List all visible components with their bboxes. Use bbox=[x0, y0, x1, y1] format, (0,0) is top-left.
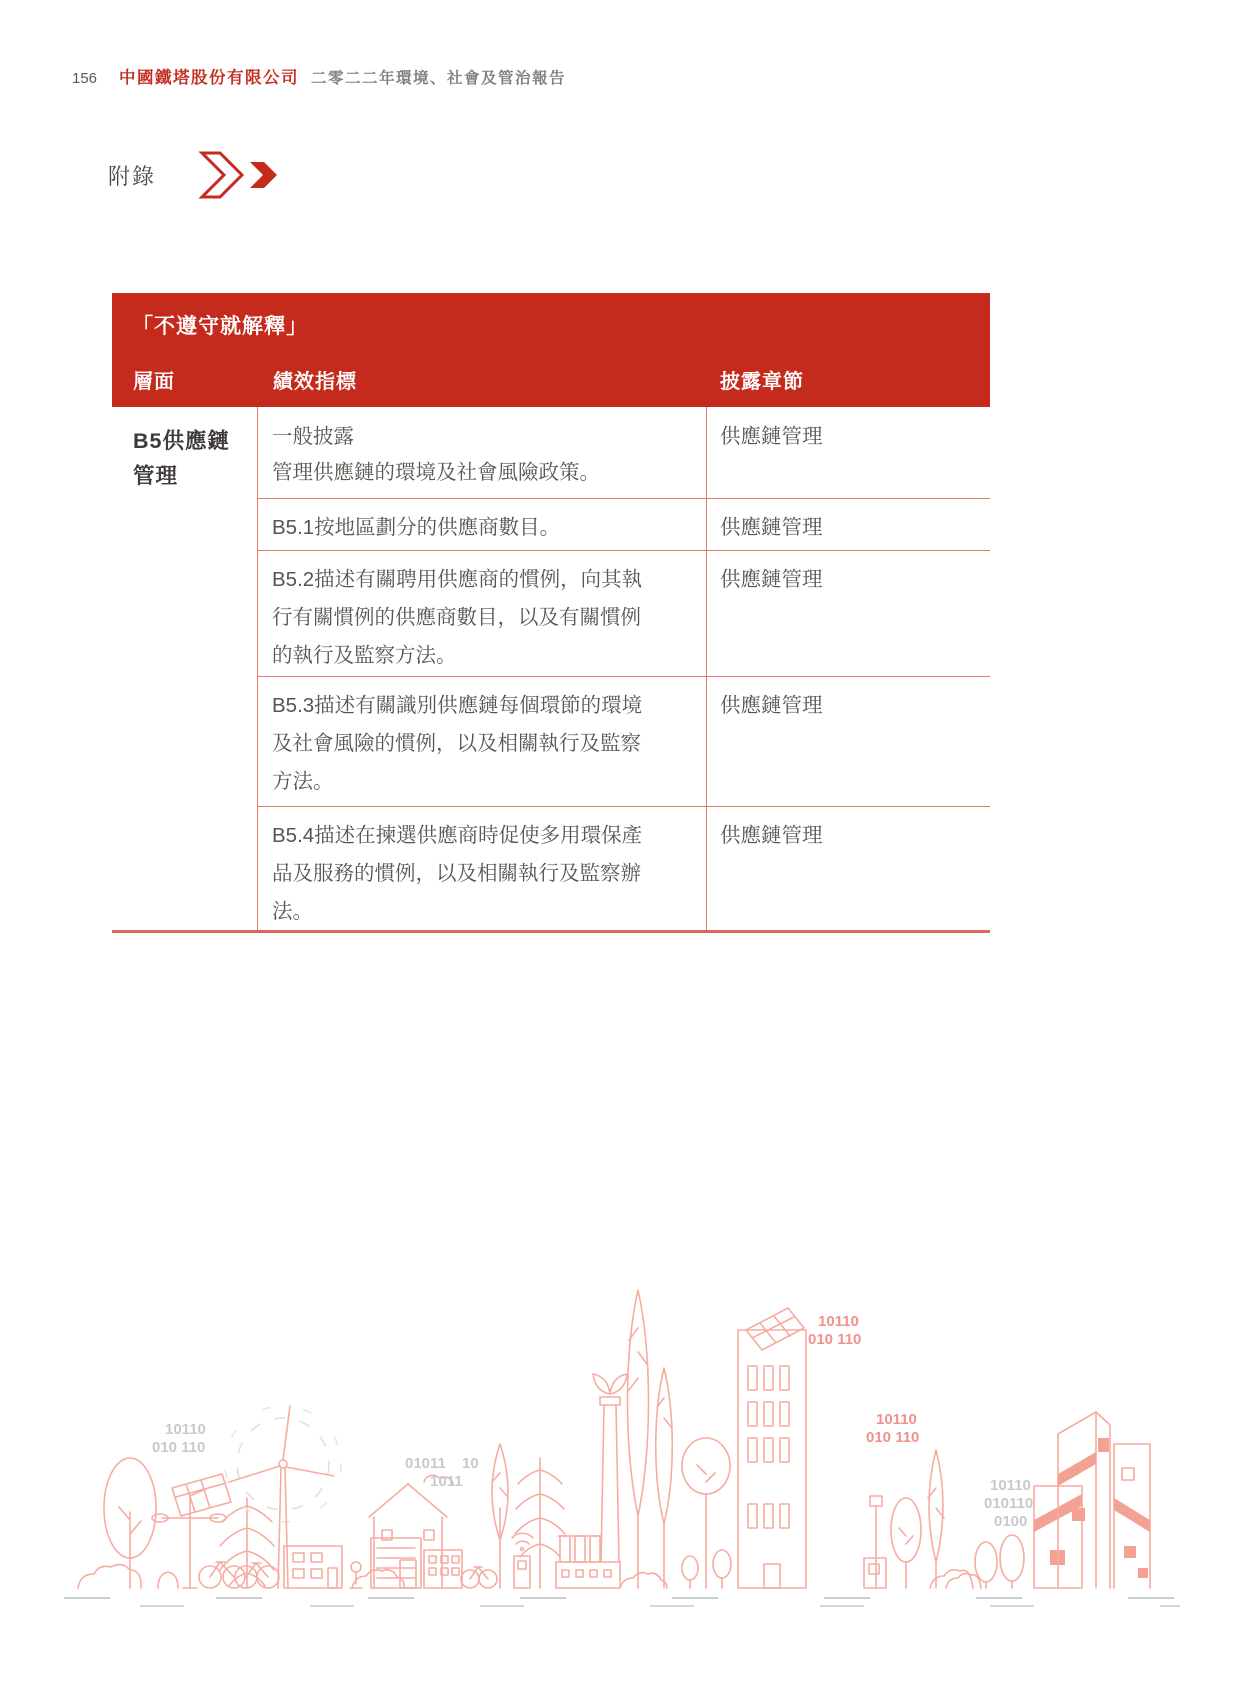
building-icon bbox=[424, 1550, 497, 1588]
kpi-cell: B5.2描述有關聘用供應商的慣例，向其執行有關慣例的供應商數目，以及有關慣例的執行及監察方法。 bbox=[258, 550, 707, 676]
svg-text:10110: 10110 bbox=[990, 1477, 1031, 1494]
kpi-text: 管理供應鏈的環境及社會風險政策。 bbox=[272, 461, 600, 484]
person-icon bbox=[350, 1562, 362, 1588]
svg-text:0100: 0100 bbox=[994, 1513, 1028, 1530]
report-title: 二零二二年環境、社會及管治報告 bbox=[311, 70, 567, 87]
svg-text:1011: 1011 bbox=[430, 1473, 463, 1490]
building-icon bbox=[284, 1546, 342, 1588]
table-title: 「不遵守就解釋」 bbox=[132, 315, 308, 338]
svg-text:010110: 010110 bbox=[984, 1495, 1034, 1512]
kpi-cell: B5.1按地區劃分的供應商數目。 bbox=[258, 498, 707, 550]
cityscape-illustration bbox=[0, 1268, 1240, 1600]
column-header-row bbox=[112, 365, 990, 394]
solar-roof-tower-icon bbox=[738, 1308, 806, 1588]
svg-text:01011: 01011 bbox=[405, 1455, 446, 1472]
table-header-band bbox=[112, 293, 990, 407]
kpi-general-title: 一般披露 bbox=[272, 425, 354, 448]
company-name: 中國鐵塔股份有限公司 bbox=[119, 69, 300, 87]
wind-turbine-icon bbox=[225, 1406, 341, 1588]
dashed-ground-line bbox=[140, 1605, 1180, 1607]
svg-text:10110: 10110 bbox=[818, 1313, 859, 1330]
svg-text:10110: 10110 bbox=[876, 1411, 917, 1428]
column-header-kpi: 績效指標 bbox=[273, 371, 357, 393]
ev-charger-icon bbox=[864, 1496, 886, 1588]
factory-icon bbox=[556, 1374, 627, 1588]
disclosure-cell: 供應鏈管理 bbox=[707, 676, 990, 806]
section-header bbox=[108, 150, 290, 200]
aspect-line-1: B5供應鏈 bbox=[133, 429, 230, 453]
tree-icon bbox=[104, 1458, 156, 1588]
appendix-label: 附錄 bbox=[108, 163, 157, 189]
svg-text:10: 10 bbox=[462, 1455, 479, 1472]
disclosure-cell: 供應鏈管理 bbox=[707, 806, 990, 930]
column-header-disclosure: 披露章節 bbox=[720, 371, 804, 393]
kpi-cell: B5.4描述在揀選供應商時促使多用環保產品及服務的慣例，以及相關執行及監察辦法。 bbox=[258, 806, 707, 930]
page-number: 156 bbox=[72, 70, 98, 87]
kpi-cell: B5.3描述有關識別供應鏈每個環節的環境及社會風險的慣例，以及相關執行及監察方法。 bbox=[258, 676, 707, 806]
aspect-line-2: 管理 bbox=[133, 464, 179, 488]
bicycle-icon bbox=[199, 1562, 279, 1588]
midrise-building-icon bbox=[371, 1538, 421, 1588]
dashed-ground-line bbox=[64, 1597, 1176, 1599]
disclosure-cell: 供應鏈管理 bbox=[707, 498, 990, 550]
aspect-cell bbox=[112, 407, 258, 930]
comply-or-explain-table bbox=[112, 293, 990, 933]
svg-text:010 110: 010 110 bbox=[808, 1331, 862, 1348]
svg-text:10110: 10110 bbox=[165, 1421, 206, 1438]
tall-tree-icon bbox=[628, 1290, 732, 1588]
svg-text:010 110: 010 110 bbox=[866, 1429, 920, 1446]
skyscraper-icons bbox=[1034, 1412, 1150, 1588]
binary-text bbox=[152, 1313, 1033, 1530]
svg-text:010 110: 010 110 bbox=[152, 1439, 206, 1456]
disclosure-cell: 供應鏈管理 bbox=[720, 425, 823, 448]
double-chevron-icon bbox=[198, 150, 290, 200]
page-running-header bbox=[72, 64, 566, 88]
table-body bbox=[112, 407, 990, 933]
wifi-charger-icon bbox=[512, 1533, 533, 1588]
kpi-cell bbox=[258, 407, 707, 498]
tree-icon bbox=[492, 1444, 565, 1588]
disclosure-cell: 供應鏈管理 bbox=[707, 550, 990, 676]
column-header-aspect: 層面 bbox=[133, 371, 175, 393]
